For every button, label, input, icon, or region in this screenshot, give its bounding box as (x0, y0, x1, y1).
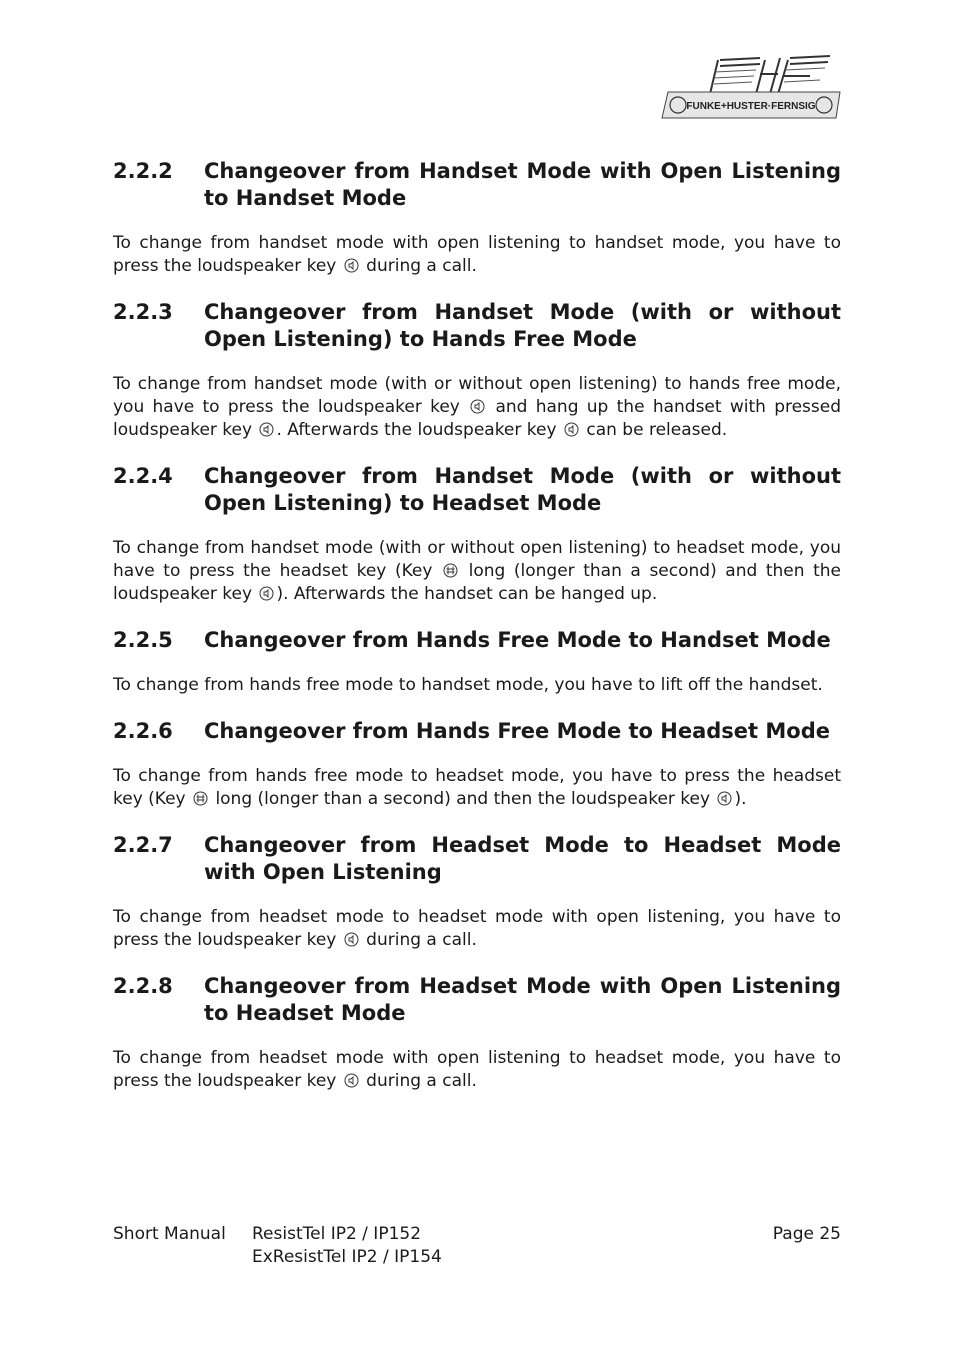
section-number: 2.2.2 (113, 159, 173, 183)
loudspeaker-key-icon (717, 791, 732, 806)
loudspeaker-key-icon (259, 586, 274, 601)
footer-models (252, 1223, 442, 1269)
section-paragraph: To change from hands free mode to handset mode, you have to lift off the handset. (113, 675, 823, 695)
section-number: 2.2.3 (113, 300, 173, 324)
section-paragraph: To change from hands free mode to headset mode, you have to press the headset key (Key long (longer than a second) and then the loudspeaker key ). (113, 766, 841, 809)
footer-model-2: ExResistTel IP2 / IP154 (252, 1247, 442, 1267)
section-2-2-2 (113, 158, 841, 278)
section-number: 2.2.7 (113, 833, 173, 857)
headset-key-icon (193, 791, 208, 806)
section-paragraph: To change from handset mode with open listening to handset mode, you have to press the loudspeaker key during a call. (113, 233, 841, 276)
section-title: Changeover from Hands Free Mode to Handset Mode (204, 628, 831, 652)
section-heading (113, 718, 841, 745)
section-title: Changeover from Handset Mode (with or without Open Listening) to Headset Mode (204, 464, 841, 515)
section-heading (113, 463, 841, 517)
section-heading (113, 973, 841, 1027)
section-number: 2.2.8 (113, 974, 173, 998)
loudspeaker-key-icon (470, 399, 485, 414)
section-number: 2.2.5 (113, 628, 173, 652)
section-heading (113, 627, 841, 654)
section-number: 2.2.4 (113, 464, 173, 488)
loudspeaker-key-icon (344, 1073, 359, 1088)
section-paragraph: To change from headset mode to headset mode with open listening, you have to press the loudspeaker key during a call. (113, 907, 841, 950)
section-2-2-6 (113, 718, 841, 811)
section-paragraph: To change from headset mode with open listening to headset mode, you have to press the loudspeaker key during a call. (113, 1048, 841, 1091)
company-logo (660, 54, 842, 122)
main-content (113, 158, 841, 1114)
section-paragraph: To change from handset mode (with or without open listening) to hands free mode, you have to press the loudspeaker key and hang up the handset with pressed loudspeaker key . Afterwards the loudspeaker key can be released. (113, 374, 842, 440)
loudspeaker-key-icon (259, 422, 274, 437)
loudspeaker-key-icon (564, 422, 579, 437)
section-paragraph: To change from handset mode (with or without open listening) to headset mode, you have to press the headset key (Key long (longer than a second) and then the loudspeaker key ). Afterwards the handset can be hanged up. (113, 538, 842, 604)
section-title: Changeover from Hands Free Mode to Headset Mode (204, 719, 830, 743)
section-heading (113, 158, 841, 212)
loudspeaker-key-icon (344, 258, 359, 273)
section-heading (113, 299, 841, 353)
loudspeaker-key-icon (344, 932, 359, 947)
logo-brand-text: FUNKE+HUSTER·FERNSIG (686, 101, 816, 112)
section-number: 2.2.6 (113, 719, 173, 743)
footer-doc-type: Short Manual (113, 1224, 226, 1244)
footer-page-number: Page 25 (772, 1224, 841, 1244)
section-2-2-8 (113, 973, 841, 1093)
section-2-2-5 (113, 627, 841, 697)
footer-model-1: ResistTel IP2 / IP152 (252, 1224, 422, 1244)
section-2-2-7 (113, 832, 841, 952)
section-title: Changeover from Headset Mode with Open Listening to Headset Mode (204, 974, 841, 1025)
section-title: Changeover from Headset Mode to Headset Mode with Open Listening (204, 833, 841, 884)
section-2-2-3 (113, 299, 841, 442)
section-title: Changeover from Handset Mode with Open Listening to Handset Mode (204, 159, 841, 210)
section-heading (113, 832, 841, 886)
section-title: Changeover from Handset Mode (with or without Open Listening) to Hands Free Mode (204, 300, 841, 351)
headset-key-icon (443, 563, 458, 578)
section-2-2-4 (113, 463, 841, 606)
